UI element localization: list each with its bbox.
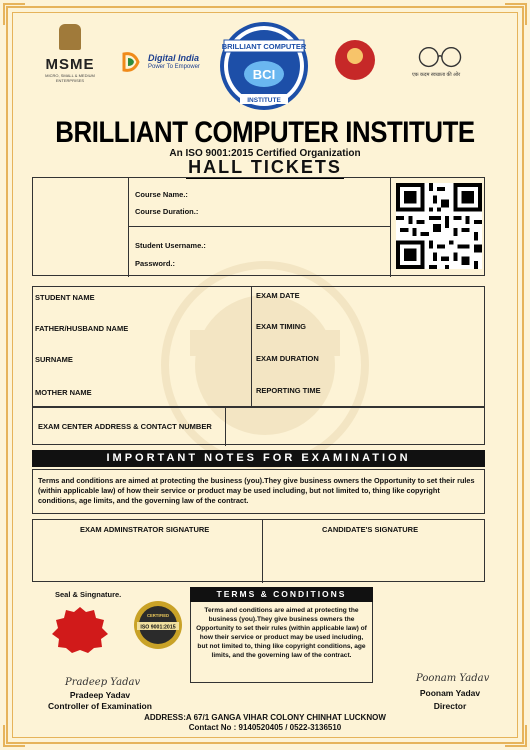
father-husband-name-label: FATHER/HUSBAND NAME [35, 324, 129, 333]
divider [128, 178, 129, 277]
course-name-label: Course Name.: [135, 190, 188, 199]
document-title-text: HALL TICKETS [188, 157, 342, 177]
surname-label: SURNAME [35, 355, 73, 364]
cert-seal-word: CERTIFIED [146, 613, 170, 618]
swachh-tagline: एक कदम स्वच्छता की ओर [412, 72, 461, 78]
divider [225, 408, 226, 446]
footer-address: ADDRESS:A 67/1 GANGA VIHAR COLONY CHINHAT LUCKNOW [144, 713, 386, 722]
divider [251, 287, 252, 408]
exam-date-label: EXAM DATE [256, 291, 300, 300]
divider [262, 520, 263, 583]
exam-duration-label: EXAM DURATION [256, 354, 319, 363]
spectacles-icon [410, 44, 470, 72]
digital-india-tagline: Power To Empower [148, 64, 200, 70]
bci-logo [218, 20, 310, 112]
iso-badge-text: ISO 9001:2015 [140, 624, 176, 631]
bci-logo-bottom-text: INSTITUTE [247, 97, 281, 104]
msme-wordmark: MSME [45, 56, 95, 73]
corner-ornament [3, 3, 25, 25]
controller-title: Controller of Examination [48, 701, 152, 711]
msme-subtitle: MICRO, SMALL & MEDIUM ENTERPRISES [45, 73, 95, 83]
swachh-bharat-logo [410, 44, 470, 84]
admin-signature-label: EXAM ADMINSTRATOR SIGNATURE [80, 525, 210, 534]
password-label: Password.: [135, 259, 176, 268]
institute-title: BRILLIANT COMPUTER INSTITUTE [55, 116, 475, 149]
student-username-label: Student Username.: [135, 241, 206, 250]
bci-logo-top-text: BRILLIANT COMPUTER [221, 42, 307, 51]
national-emblem-icon [59, 24, 81, 50]
controller-name: Pradeep Yadav [69, 690, 131, 700]
digital-india-title: Digital India [148, 53, 200, 63]
reporting-time-label: REPORTING TIME [256, 386, 321, 395]
mother-name-label: MOTHER NAME [35, 388, 92, 397]
girl-face-icon [347, 48, 363, 64]
divider [390, 178, 391, 277]
terms-text: Terms and conditions are aimed at protecting the business (you).They give business owners the Opportunity to set their rules (within applicable law) of how their service or product may be used including, but not limited to, thing like copyright conditions, age limits, and the governing law of the contract. [196, 607, 367, 659]
footer-contact: Contact No : 9140520405 / 0522-3136510 [188, 723, 342, 732]
student-name-label: STUDENT NAME [35, 293, 95, 302]
exam-timing-label: EXAM TIMING [256, 322, 306, 331]
course-duration-label: Course Duration.: [135, 207, 199, 216]
seal-signature-label: Seal & Singnature. [55, 590, 122, 599]
terms-heading: TERMS & CONDITIONS [190, 587, 373, 602]
divider [128, 226, 390, 227]
qr-code-icon [396, 183, 482, 269]
corner-ornament [505, 3, 527, 25]
iso-certified-seal [133, 600, 183, 650]
controller-signature: Pradeep Yadav [65, 677, 141, 688]
bci-logo-mid-text: BCI [252, 67, 276, 82]
girl-child-logo [335, 40, 375, 80]
director-name: Poonam Yadav [419, 688, 481, 698]
document-title [0, 157, 530, 178]
exam-center-label: EXAM CENTER ADDRESS & CONTACT NUMBER [38, 422, 212, 431]
director-signature: Poonam Yadav [416, 673, 490, 684]
msme-logo [40, 24, 100, 94]
iso-subtitle: An ISO 9001:2015 Certified Organization [169, 148, 361, 159]
director-title: Director [433, 701, 467, 711]
candidate-signature-label: CANDIDATE'S SIGNATURE [322, 525, 419, 534]
red-seal-icon [50, 606, 110, 654]
digital-india-logo [120, 50, 210, 80]
important-notes-heading: IMPORTANT NOTES FOR EXAMINATION [32, 450, 485, 467]
important-notes-text: Terms and conditions are aimed at protecting the business (you).They give business owners the Opportunity to set their rules (within applicable law) of how their service or product may be used including, but not limited to, thing like copyright conditions, age limits, and the governing law of the contract. [38, 476, 475, 505]
digital-india-icon [120, 50, 144, 74]
